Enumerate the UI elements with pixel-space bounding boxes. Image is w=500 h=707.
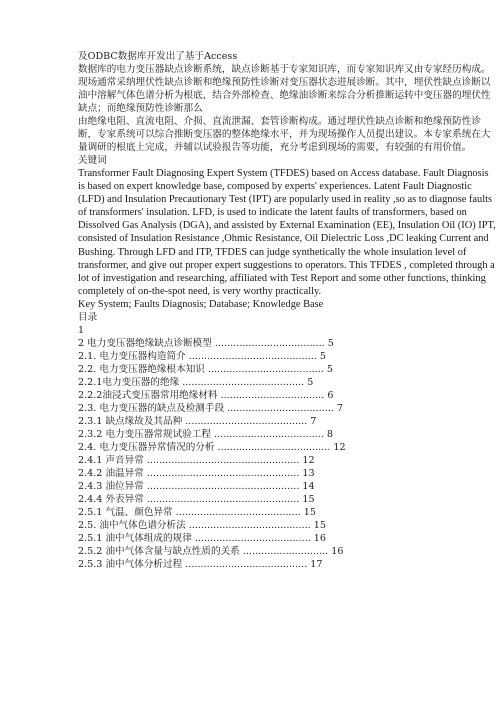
toc-entry: 2.2. 电力变压器绝缘根本知识 ...................................... 5 — [78, 364, 333, 376]
chinese-abstract-paragraph-2: 由绝缘电阻、直流电阻、介损、直流泄漏、套管诊断构成。通过埋伏性缺点诊断和绝缘预防性诊断，专家系统可以综合推断变压器的整体绝缘水平，并为现场操作人员提出建议。本专家系统在大量调研的根底上完成，并辅以试验报告等功能，充分考虑到现场的需要，有较强的有用价值。 — [78, 116, 491, 153]
table-of-contents — [78, 337, 498, 571]
toc-entry: 2.5.1 油中气体组成的规律 ...................................... 16 — [78, 533, 326, 545]
toc-entry: 2.1. 电力变压器构造简介 .......................................... 5 — [78, 351, 326, 363]
toc-entry: 2.5. 油中气体色谱分析法 ........................................ 15 — [78, 520, 326, 532]
toc-entry: 2.5.3 油中气体分析过程 ........................................ 17 — [78, 559, 323, 571]
english-keywords: Key System; Faults Diagnosis; Database; Knowledge Base — [78, 298, 324, 310]
toc-entry: 2.3.1 缺点缘故及其品种 ........................................ 7 — [78, 416, 317, 428]
document-page — [78, 50, 498, 571]
toc-entry: 2.4.1 声音异常 .................................................. 12 — [78, 455, 315, 467]
toc-entry: 2.3. 电力变压器的缺点及检测手段 ................................... 7 — [78, 403, 344, 415]
intro-line: 及ODBC数据库开发出了基于Access — [78, 51, 238, 62]
toc-entry: 2.5.1 气温、颜色异常 ......................................... 15 — [78, 507, 316, 519]
toc-entry: 2.2.2油浸式变压器常用绝缘材料 .................................. 6 — [78, 390, 334, 402]
toc-entry: 2.3.2 电力变压器常规试验工程 .................................... 8 — [78, 429, 333, 441]
chinese-abstract-paragraph-1: 数据库的电力变压器缺点诊断系统，缺点诊断基于专家知识库，而专家知识库又由专家经历构成。现场通常采纳埋伏性缺点诊断和绝缘预防性诊断对变压器状态进展诊断。其中，埋伏性缺点诊断以油中溶解气体色谱分析为根底，结合外部检查、绝缘油诊断来综合分析推断运转中变压器的埋伏性缺点；而绝缘预防性诊断那么 — [78, 64, 491, 114]
toc-entry: 2.5.2 油中气体含量与缺点性质的关系 ............................ 16 — [78, 546, 344, 558]
toc-entry: 2.4.4 外表异常 .................................................. 15 — [78, 494, 315, 506]
toc-entry: 2.4.3 油位异常 .................................................. 14 — [78, 481, 315, 493]
toc-entry: 2 电力变压器绝缘缺点诊断模型 .................................... 5 — [78, 338, 334, 350]
toc-entry: 2.2.1电力变压器的绝缘 ........................................ 5 — [78, 377, 314, 389]
toc-first-entry: 1 — [78, 325, 85, 337]
toc-entry: 2.4. 电力变压器异常情况的分析 ..................................... 12 — [78, 442, 346, 454]
keywords-label: 关键词 — [78, 155, 107, 166]
english-abstract: Transformer Fault Diagnosing Expert System (TFDES) based on Access database. Fault Diagnosis is based on expert knowledge base, composed by experts' experiences. Latent Fault Diagnostic (LFD) and Insulation Precautionary Test (IPT) are popularly used in reality ,so as to diagnose faults of transformers' insulation. LFD, is used to indicate the latent faults of transformers, based on Dissolved Gas Analysis (DGA), and assisted by External Examination (EE), Insulation Oil (IO) IPT, consisted of Insulation Resistance ,Ohmic Resistance, Oil Dielectric Loss ,DC leaking Current and Bushing. Through LFD and ITP, TFDES can judge synthetically the whole insulation level of transformer, and give out proper expert suggestions to operators. This TFDES , completed through a lot of investigation and researching, affiliated with Test Report and some other functions, thinking completely of on-the-spot need, is very worthy practically. — [78, 168, 496, 297]
toc-entry: 2.4.2 油温异常 .................................................. 13 — [78, 468, 315, 480]
toc-heading: 目录 — [78, 312, 98, 324]
